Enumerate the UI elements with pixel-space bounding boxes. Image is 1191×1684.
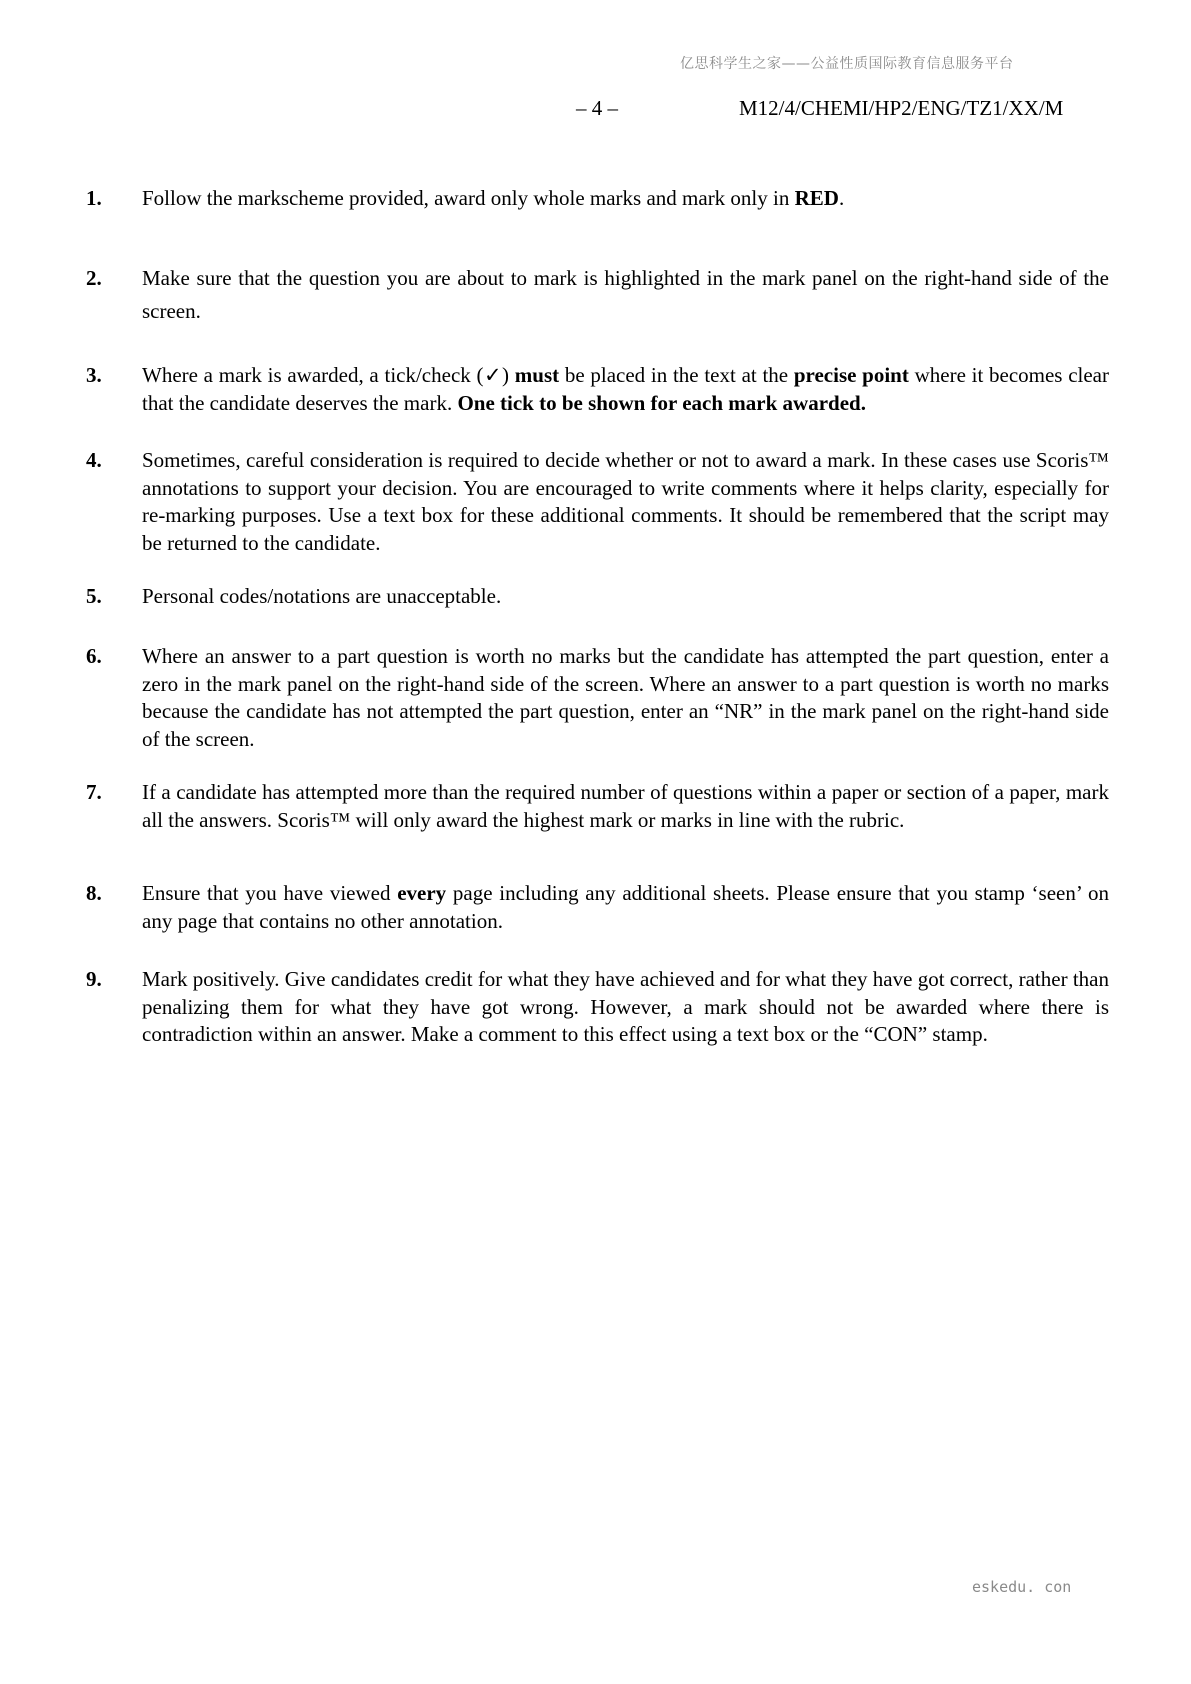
instruction-text-run: Mark positively. Give candidates credit for what they have achieved and for what they have got correct, rather than penalizing them for what they have got wrong. However, a mark should not be awarded where there is contradiction within an answer. Make a comment to this effect using a text box or the “CON” stamp. — [142, 967, 1109, 1046]
instruction-text — [142, 185, 1109, 213]
instruction-item — [86, 185, 1110, 213]
instruction-text — [142, 966, 1109, 1049]
instruction-text-run: be placed in the text at the — [559, 363, 794, 387]
instruction-item — [86, 262, 1110, 328]
instruction-text-run: Ensure that you have viewed — [142, 881, 398, 905]
instruction-text — [142, 447, 1109, 557]
instruction-emphasis: RED — [794, 186, 839, 210]
document-code: M12/4/CHEMI/HP2/ENG/TZ1/XX/M — [739, 96, 1064, 120]
instruction-item — [86, 583, 1110, 611]
instruction-text-run: Make sure that the question you are about to mark is highlighted in the mark panel on the right-hand side of the screen. — [142, 266, 1109, 323]
instruction-text — [142, 362, 1109, 417]
instruction-number: 7. — [86, 780, 102, 804]
instruction-text-run: Where an answer to a part question is worth no marks but the candidate has attempted the part question, enter a zero in the mark panel on the right-hand side of the screen. Where an answer to a part question is worth no marks because the candidate has not attempted the part question, enter an “NR” in the mark panel on the right-hand side of the screen. — [142, 644, 1109, 751]
instruction-text-run: . — [838, 186, 845, 210]
instruction-item — [86, 880, 1110, 935]
instruction-number: 4. — [86, 448, 102, 472]
instruction-text — [142, 643, 1109, 753]
instruction-emphasis: must — [514, 363, 560, 387]
instruction-emphasis: One tick to be shown for each mark awarded. — [457, 390, 866, 415]
instruction-number: 2. — [86, 266, 102, 290]
instruction-number: 1. — [86, 186, 102, 210]
instruction-number: 8. — [86, 881, 102, 905]
instruction-text-run: page including any additional sheets. Please ensure that you stamp ‘seen’ on any page that contains no other annotation. — [142, 881, 1110, 933]
instruction-text-run: Where a mark is awarded, a tick/check (✓) — [142, 363, 515, 387]
instruction-text — [142, 779, 1109, 834]
header-watermark: 亿思科学生之家——公益性质国际教育信息服务平台 — [680, 56, 1014, 72]
instruction-text-run: where it becomes clear that the candidate deserves the mark. — [142, 363, 1109, 415]
footer-watermark: eskedu. con — [972, 1578, 1072, 1596]
instruction-number: 9. — [86, 967, 102, 991]
instruction-number: 5. — [86, 584, 102, 608]
page-number: – 4 – — [576, 96, 618, 120]
instruction-number: 6. — [86, 644, 102, 668]
instruction-item — [86, 966, 1110, 1049]
instruction-text-run: If a candidate has attempted more than the required number of questions within a paper or section of a paper, mark all the answers. Scoris™ will only award the highest mark or marks in line with the rubric. — [142, 780, 1109, 832]
instruction-text-run: Personal codes/notations are unacceptable. — [142, 584, 502, 608]
instruction-emphasis: every — [397, 881, 447, 905]
instruction-text — [142, 880, 1109, 935]
instruction-text — [142, 262, 1109, 328]
instruction-emphasis: precise point — [793, 363, 909, 387]
instruction-item — [86, 447, 1110, 557]
instruction-text-run: Sometimes, careful consideration is required to decide whether or not to award a mark. In these cases use Scoris™ annotations to support your decision. You are encouraged to write comments where it helps clarity, especially for re-marking purposes. Use a text box for these additional comments. It should be remembered that the script may be returned to the candidate. — [142, 448, 1109, 555]
instruction-item — [86, 362, 1110, 417]
instruction-text-run: Follow the markscheme provided, award only whole marks and mark only in — [142, 186, 795, 210]
instruction-item — [86, 779, 1110, 834]
instruction-text — [142, 583, 1109, 611]
instruction-item — [86, 643, 1110, 753]
instruction-number: 3. — [86, 363, 102, 387]
